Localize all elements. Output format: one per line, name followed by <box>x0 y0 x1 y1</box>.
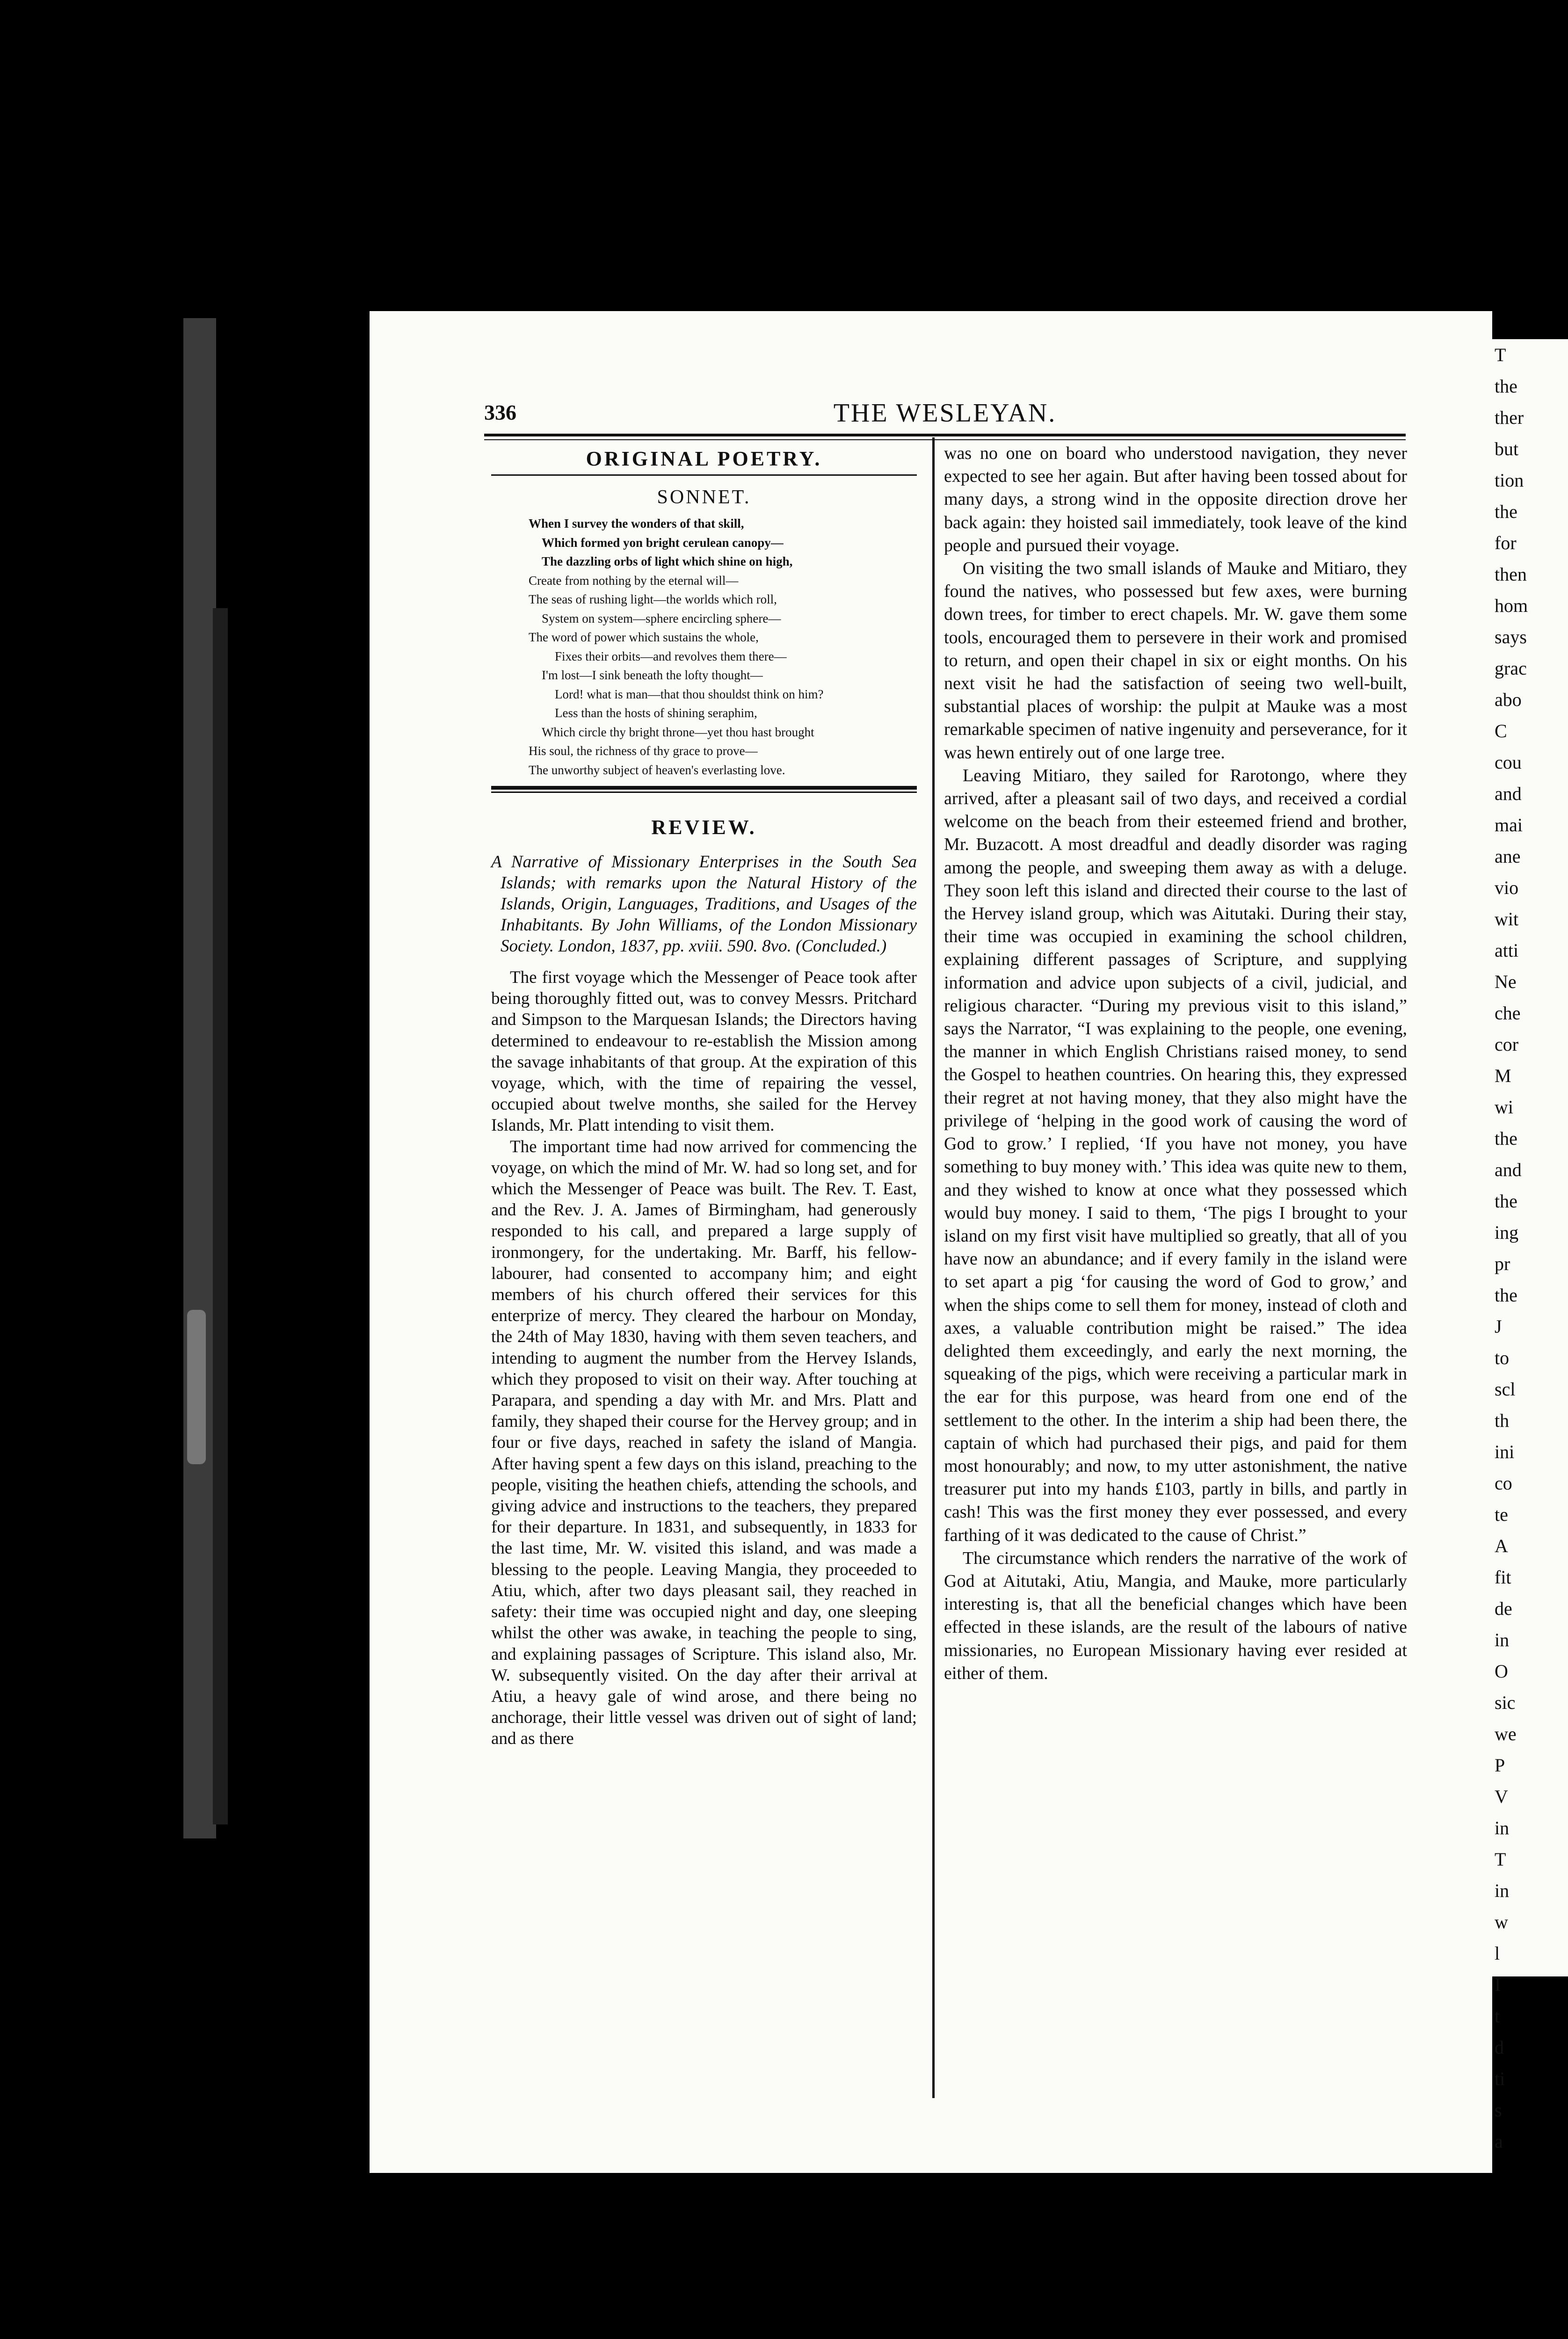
facing-page-fragment: the <box>1495 1285 1517 1306</box>
facing-page-fragment: for <box>1495 532 1517 553</box>
poem-line: I'm lost—I sink beneath the lofty thought— <box>542 668 763 682</box>
facing-page-fragment: sic <box>1495 1692 1516 1713</box>
facing-page-fragment: we <box>1495 1723 1517 1744</box>
facing-page-fragment: ini <box>1495 1441 1515 1462</box>
section-divider-thin <box>491 792 917 793</box>
header-rule-thin <box>484 439 1406 440</box>
poetry-section-title: ORIGINAL POETRY. <box>586 447 822 470</box>
running-head <box>484 400 1406 428</box>
facing-page-fragment: mai <box>1495 814 1523 835</box>
facing-page-fragment: che <box>1495 1002 1521 1024</box>
poem-line: Which formed yon bright cerulean canopy— <box>542 535 784 550</box>
facing-page-fragment: w <box>1495 1911 1508 1932</box>
facing-page-fragment: P <box>1495 1755 1505 1776</box>
facing-page-fragment: l <box>1495 1943 1500 1964</box>
facing-page-fragment: tion <box>1495 470 1524 491</box>
poem-line: When I survey the wonders of that skill, <box>529 516 744 530</box>
left-column <box>491 447 917 1750</box>
facing-page-fragment: C <box>1495 720 1507 741</box>
poem-title: SONNET. <box>657 487 751 508</box>
facing-page-fragment: but <box>1495 438 1519 459</box>
book-page <box>370 311 1492 2173</box>
paragraph: On visiting the two small islands of Mauke and Mitiaro, they found the natives, who possessed but few axes, were burning down trees, for timber to erect chapels. Mr. W. gave them some tools, encouraged them to persevere in their work and promised to return, and open their chapel in six or eight months. On his next visit he had the satisfaction of seeing two well-built, substantial places of worship: the pulpit at Mauke was a most remarkable specimen of native ingenuity and perseverance, for it was hewn entirely out of one large tree. <box>944 559 1407 763</box>
facing-page-fragment: M <box>1495 1065 1511 1086</box>
review-citation: A Narrative of Missionary Enterprises in the South Sea Islands; with remarks upon the Natural History of the Islands, Origin, Languages, Traditions, and Usages of the Inhabitants. By John Williams, of the London Missionary Society. London, 1837, pp. xviii. 590. 8vo. (Concluded.) <box>491 852 917 956</box>
section-divider <box>491 786 917 790</box>
book-gutter-shadow <box>213 608 228 1824</box>
facing-page-fragment: J <box>1495 1316 1502 1337</box>
journal-title: THE WESLEYAN. <box>833 399 1057 428</box>
paragraph: The circumstance which renders the narrative of the work of God at Aitutaki, Atiu, Mangia, and Mauke, more particularly interesting is, that all the beneficial changes which have been effected in these islands, are the result of the labours of native missionaries, no European Missionary having ever resided at either of them. <box>944 1548 1407 1683</box>
ink-smudge <box>187 1310 206 1464</box>
facing-page-fragment: I <box>1495 1974 1501 1995</box>
poem-line: Fixes their orbits—and revolves them there— <box>555 649 787 663</box>
right-column <box>944 442 1407 1685</box>
facing-page-fragment: says <box>1495 626 1527 647</box>
poem-line: Less than the hosts of shining seraphim, <box>555 706 757 720</box>
poem-line: The dazzling orbs of light which shine on high, <box>542 554 793 568</box>
facing-page-fragment: wi <box>1495 1097 1513 1118</box>
facing-page-fragment: de <box>1495 1598 1512 1619</box>
facing-page-fragment: vio <box>1495 877 1519 898</box>
paragraph: The first voyage which the Messenger of Peace took after being thoroughly fitted out, was to convey Messrs. Pritchard and Simpson to the Marquesan Islands; the Directors having determined to endeavour to re-establish the Mission among the savage inhabitants of that group. At the expiration of this voyage, which, with the time of repairing the vessel, occupied about twelve months, she sailed for the Hervey Islands, Mr. Platt intending to visit them. <box>491 968 917 1135</box>
poetry-rule <box>491 474 917 476</box>
facing-page-fragment: ti <box>1495 2068 1505 2089</box>
facing-page-fragment: T <box>1495 344 1506 365</box>
facing-page-fragment: in <box>1495 1629 1510 1650</box>
facing-page-edge <box>1490 339 1568 2152</box>
facing-page-fragment: s <box>1495 2099 1502 2121</box>
facing-page-fragment: pr <box>1495 1253 1510 1274</box>
facing-page-fragment: wit <box>1495 908 1519 930</box>
right-column-body <box>944 442 1407 1685</box>
facing-page-fragment: the <box>1495 1128 1517 1149</box>
review-section-title: REVIEW. <box>651 816 757 839</box>
facing-page-fragment: cor <box>1495 1034 1519 1055</box>
facing-page-fragment: V <box>1495 1786 1508 1807</box>
poem-line: Which circle thy bright throne—yet thou hast brought <box>542 725 814 739</box>
poem-line: Create from nothing by the eternal will— <box>529 573 739 588</box>
poem-line: System on system—sphere encircling sphere— <box>542 611 781 625</box>
paragraph: Leaving Mitiaro, they sailed for Rarotongo, where they arrived, after a pleasant sail of two days, and received a cordial welcome on the beach from their esteemed friend and brother, Mr. Buzacott. A most dreadful and deadly disorder was raging among the people, and sweeping them away as with a deluge. They soon left this island and directed their course to the last of the Hervey island group, which was Aitutaki. During their stay, their time was occupied in examining the school children, explaining different passages of Scripture, and supplying information and advice upon subjects of a civil, judicial, and religious character. “During my previous visit to this island,” says the Narrator, “I was explaining to the people, one evening, the manner in which English Christians raised money, to send the Gospel to heathen countries. On hearing this, they expressed their regret at not having money, that they also might have the privilege of ‘helping in the good work of causing the word of God to grow.’ I replied, ‘If you have not money, you have something to buy money with.’ This idea was quite new to them, and they wished to know at once what they possessed which would buy money. I said to them, ‘The pigs I brought to your island on my first visit have multiplied so greatly, that all of you have now an abundance; and if every family in the island were to set apart a pig ‘for causing the word of God to grow,’ and when the ships come to sell them for money, instead of cloth and axes, a valuable contribution might be raised.” The idea delighted them exceedingly, and early the next morning, the squeaking of the pigs, which were receiving a particular mark in the ear for this purpose, was heard from one end of the settlement to the other. In the interim a ship had been there, the captain of which had purchased their pigs, and paid for them most honourably; and now, to my utter astonishment, the native treasurer put into my hands £103, partly in bills, and partly in cash! This was the first money they ever possessed, and every farthing of it was dedicated to the cause of Christ.” <box>944 765 1407 1545</box>
facing-page-fragment: d <box>1495 2037 1504 2058</box>
facing-page-fragment: th <box>1495 1410 1510 1431</box>
facing-page-fragment: T <box>1495 1849 1506 1870</box>
facing-page-fragment: in <box>1495 1880 1510 1901</box>
poem-line: The word of power which sustains the whole, <box>529 630 759 644</box>
page-number: 336 <box>484 400 516 424</box>
facing-page-fragment: a <box>1495 2131 1503 2152</box>
facing-page-fragment: co <box>1495 1473 1512 1494</box>
facing-page-fragment: A <box>1495 1535 1508 1556</box>
left-column-body <box>491 967 917 1750</box>
poem-line: His soul, the richness of thy grace to prove— <box>529 744 758 758</box>
poem-line: Lord! what is man—that thou shouldst think on him? <box>555 687 824 701</box>
facing-page-fragment: then <box>1495 564 1527 585</box>
facing-page-fragment: t <box>1495 2005 1500 2027</box>
facing-page-fragment: the <box>1495 376 1517 397</box>
facing-page-fragment: ing <box>1495 1222 1519 1243</box>
facing-page-fragment: te <box>1495 1504 1508 1525</box>
facing-page-fragment: in <box>1495 1817 1510 1838</box>
book-binding-shadow <box>183 318 216 1838</box>
facing-page-fragment: and <box>1495 1159 1522 1180</box>
facing-page-fragment: ther <box>1495 407 1524 428</box>
facing-page-fragment: O <box>1495 1661 1508 1682</box>
facing-page-fragment: abo <box>1495 689 1522 710</box>
facing-page-fragment: atti <box>1495 940 1519 961</box>
paragraph: The important time had now arrived for commencing the voyage, on which the mind of Mr. W. had so long set, and for which the Messenger of Peace was built. The Rev. T. East, and the Rev. J. A. James of Birmingham, had generously responded to his call, and prepared a large supply of ironmongery, for the undertaking. Mr. Barff, his fellow-labourer, had consented to accompany him; and eight members of his church offered their services for this enterprize of mercy. They cleared the harbour on Monday, the 24th of May 1830, having with them seven teachers, and intending to augment the number from the Hervey Islands, which they proposed to visit on their way. After touching at Parapara, and spending a day with Mr. and Mrs. Platt and family, they shaped their course for the Hervey group; and in four or five days, reached in safety the island of Mangia. After having spent a few days on this island, preaching to the people, visiting the heathen chiefs, attending the schools, and giving advice and instructions to the teachers, they prepared for their departure. In 1831, and subsequently, in 1833 for the last time, Mr. W. visited this island, and was made a blessing to the people. Leaving Mangia, they proceeded to Atiu, which, after two days pleasant sail, they reached in safety: their time was occupied night and day, one sleeping whilst the other was awake, in teaching the people to sing, and explaining passages of Scripture. This island also, Mr. W. subsequently visited. On the day after their arrival at Atiu, a heavy gale of wind arose, and there being no anchorage, their little vessel was driven out of sight of land; and as there <box>491 1137 917 1749</box>
paragraph: was no one on board who understood navigation, they never expected to see her again. But after having been tossed about for many days, a strong wind in the opposite direction drove her back again: they hoisted sail immediately, took leave of the kind people and pursued their voyage. <box>944 443 1407 555</box>
column-rule <box>932 437 935 2098</box>
facing-page-fragment: cou <box>1495 752 1522 773</box>
facing-page-fragment: hom <box>1495 595 1528 616</box>
facing-page-fragment: Ne <box>1495 971 1517 992</box>
facing-page-fragment: the <box>1495 501 1517 522</box>
facing-page-fragment: and <box>1495 783 1522 804</box>
facing-page-fragment: ane <box>1495 846 1521 867</box>
facing-page-fragment: fit <box>1495 1567 1511 1588</box>
facing-page-fragment: the <box>1495 1191 1517 1212</box>
facing-page-fragment: grac <box>1495 658 1527 679</box>
poem-line: The seas of rushing light—the worlds which roll, <box>529 592 777 606</box>
facing-page-fragment: scl <box>1495 1379 1516 1400</box>
facing-page-fragment: to <box>1495 1347 1510 1368</box>
poem <box>491 514 917 779</box>
header-rule <box>484 434 1406 436</box>
poem-line: The unworthy subject of heaven's everlasting love. <box>529 763 785 777</box>
